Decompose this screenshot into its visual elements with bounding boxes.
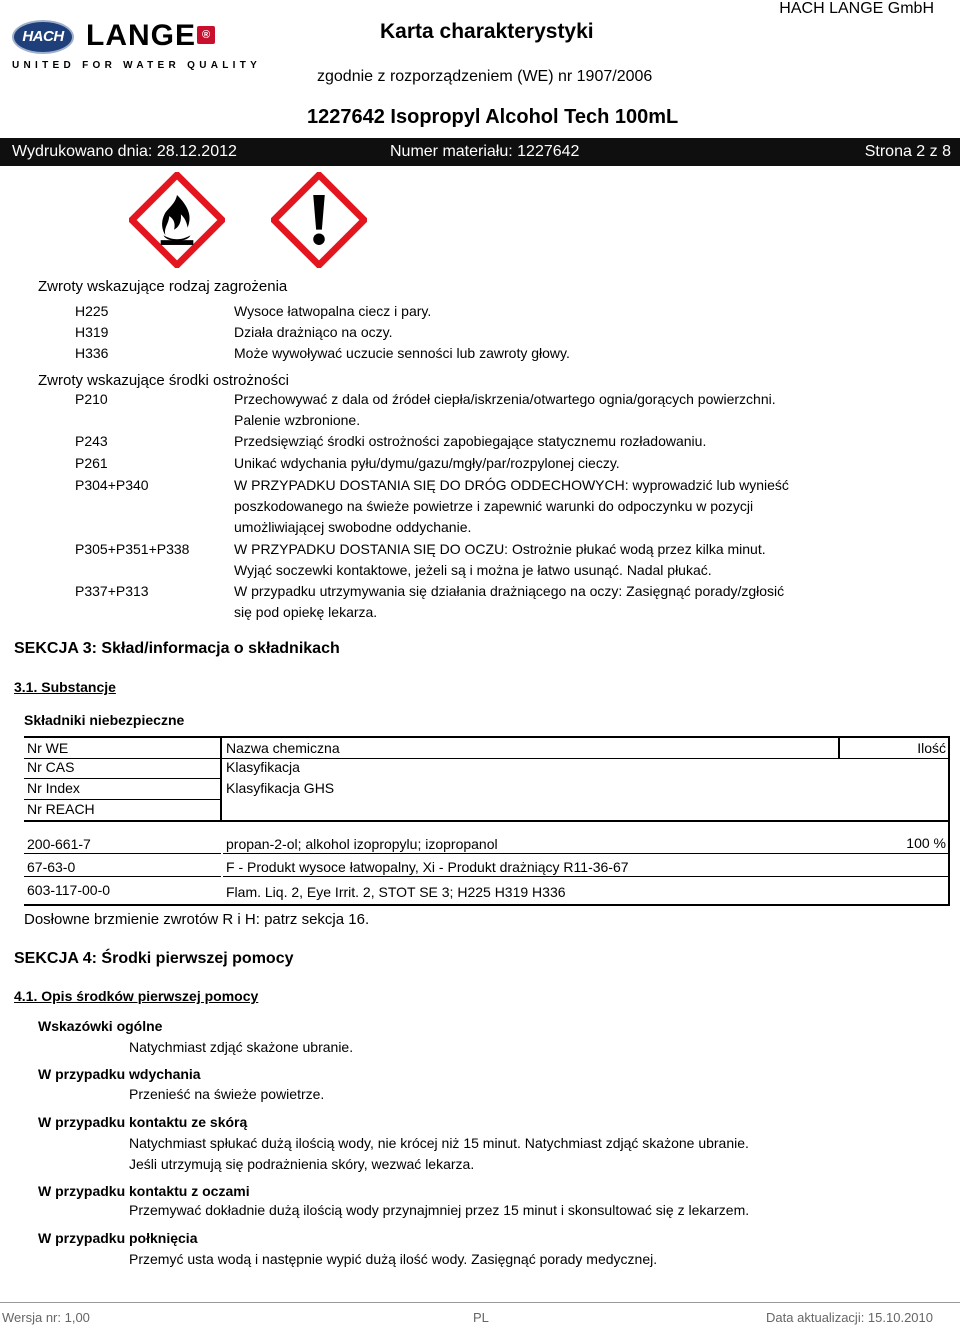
document-title: Karta charakterystyki [380, 20, 594, 43]
substance-info: propan-2-ol; alkohol izopropylu; izopropanol [226, 836, 498, 852]
flame-icon [129, 172, 225, 268]
precaution-text: Przechowywać z dala od źródeł ciepła/iskrzenia/otwartego ognia/gorących powierzchni. [234, 391, 776, 407]
substance-info: Flam. Liq. 2, Eye Irrit. 2, STOT SE 3; H225 H319 H336 [226, 884, 566, 900]
hazard-text: Wysoce łatwopalna ciecz i pary. [234, 303, 432, 319]
precaution-code: P243 [75, 433, 108, 449]
precaution-text: umożliwiającej swobodne oddychanie. [234, 519, 472, 535]
first-aid-text: Natychmiast zdjąć skażone ubranie. [129, 1039, 354, 1055]
section-3-1-subtitle: 3.1. Substancje [14, 679, 116, 695]
page-number: Strona 2 z 8 [864, 143, 951, 160]
hazard-text: Może wywoływać uczucie senności lub zawroty głowy. [234, 345, 570, 361]
first-aid-text: Przenieść na świeże powietrze. [129, 1086, 325, 1102]
print-date: Wydrukowano dnia: 28.12.2012 [12, 143, 237, 160]
table-header-cell: Nr Index [27, 780, 80, 796]
update-date: Data aktualizacji: 15.10.2010 [766, 1310, 933, 1325]
regulation-text: zgodnie z rozporządzeniem (WE) nr 1907/2006 [317, 68, 653, 85]
first-aid-heading: Wskazówki ogólne [38, 1018, 163, 1034]
table-header-cell: Nr CAS [27, 759, 75, 775]
table-rule [24, 853, 221, 854]
table-col-divider [220, 736, 222, 822]
first-aid-heading: W przypadku kontaktu z oczami [38, 1183, 250, 1199]
version-number: Wersja nr: 1,00 [2, 1310, 90, 1325]
table-rule [24, 778, 220, 779]
precaution-text: poszkodowanego na świeże powietrze i zapewnić warunki do odpoczynku w pozycji [234, 498, 754, 514]
first-aid-heading: W przypadku kontaktu ze skórą [38, 1114, 248, 1130]
substance-id: 603-117-00-0 [27, 882, 111, 898]
lange-logo-text: LANGE [86, 19, 196, 52]
section-4-1-subtitle: 4.1. Opis środków pierwszej pomocy [14, 988, 259, 1004]
precaution-text: Wyjąć soczewki kontaktowe, jeżeli są i można je łatwo usunąć. Nadal płukać. [234, 562, 712, 578]
logo-tagline: UNITED FOR WATER QUALITY [12, 60, 262, 71]
substance-id: 67-63-0 [27, 859, 76, 875]
precaution-text: Przedsięwziąć środki ostrożności zapobiegające statycznemu rozładowaniu. [234, 433, 707, 449]
precaution-text: W PRZYPADKU DOSTANIA SIĘ DO DRÓG ODDECHOWYCH: wyprowadzić lub wynieść [234, 477, 789, 493]
first-aid-text: Przemyć usta wodą i następnie wypić dużą ilość wody. Zasięgnąć porady medycznej. [129, 1251, 658, 1267]
section-4-title: SEKCJA 4: Środki pierwszej pomocy [14, 950, 294, 967]
hazard-code: H336 [75, 345, 109, 361]
footer-rule [0, 1302, 960, 1303]
precaution-text: Unikać wdychania pyłu/dymu/gazu/mgły/par/rozpylonej cieczy. [234, 455, 620, 471]
first-aid-text: Jeśli utrzymują się podrażnienia skóry, wezwać lekarza. [129, 1156, 475, 1172]
table-header-cell: Nr REACH [27, 801, 95, 817]
precaution-code: P337+P313 [75, 583, 149, 599]
product-title: 1227642 Isopropyl Alcohol Tech 100mL [307, 106, 679, 128]
hazard-code: H225 [75, 303, 109, 319]
first-aid-text: Przemywać dokładnie dużą ilością wody przynajmniej przez 15 minut i skonsultować się z lekarzem. [129, 1202, 750, 1218]
first-aid-heading: W przypadku wdychania [38, 1066, 201, 1082]
table-rule [24, 876, 221, 877]
precaution-code: P261 [75, 455, 108, 471]
table-heading: Składniki niebezpieczne [24, 712, 185, 728]
table-rule [24, 799, 220, 800]
substance-id: 200-661-7 [27, 836, 91, 852]
table-header-cell: Klasyfikacja GHS [226, 780, 335, 796]
hach-logo-mark: HACH [12, 20, 74, 54]
table-header-bottom-rule [24, 820, 950, 822]
header-info-bar [0, 138, 960, 166]
material-number: Numer materiału: 1227642 [390, 143, 580, 160]
table-rule [223, 876, 950, 877]
first-aid-heading: W przypadku połknięcia [38, 1230, 198, 1246]
hazard-heading: Zwroty wskazujące rodzaj zagrożenia [38, 278, 288, 295]
substance-info: F - Produkt wysoce łatwopalny, Xi - Produkt drażniący R11-36-67 [226, 859, 629, 875]
precaution-code: P304+P340 [75, 477, 149, 493]
precaution-text: się pod opiekę lekarza. [234, 604, 378, 620]
table-rule [24, 758, 950, 759]
table-col-divider [838, 736, 840, 758]
hazard-code: H319 [75, 324, 109, 340]
substance-amount: 100 % [906, 835, 946, 851]
exclamation-mark-icon [271, 172, 367, 268]
table-top-rule [24, 736, 950, 738]
table-header-cell: Nr WE [27, 740, 69, 756]
company-name: HACH LANGE GmbH [779, 0, 934, 17]
table-right-border [948, 822, 950, 906]
precaution-heading: Zwroty wskazujące środki ostrożności [38, 372, 289, 389]
table-header-cell: Ilość [917, 740, 946, 756]
table-rule [223, 853, 950, 854]
precaution-text: Palenie wzbronione. [234, 412, 361, 428]
table-right-border [948, 736, 950, 822]
precaution-code: P210 [75, 391, 108, 407]
table-header-cell: Nazwa chemiczna [226, 740, 340, 756]
precaution-text: W PRZYPADKU DOSTANIA SIĘ DO OCZU: Ostrożnie płukać wodą przez kilka minut. [234, 541, 766, 557]
first-aid-text: Natychmiast spłukać dużą ilością wody, nie krócej niż 15 minut. Natychmiast zdjąć skażone ubranie. [129, 1135, 749, 1151]
language-code: PL [473, 1310, 489, 1325]
precaution-text: W przypadku utrzymywania się działania drażniącego na oczy: Zasięgnąć porady/zgłosić [234, 583, 785, 599]
registered-mark-icon: ® [197, 26, 215, 44]
table-bottom-rule [24, 904, 950, 906]
r-h-phrases-note: Dosłowne brzmienie zwrotów R i H: patrz sekcja 16. [24, 911, 370, 928]
hazard-text: Działa drażniąco na oczy. [234, 324, 393, 340]
precaution-code: P305+P351+P338 [75, 541, 190, 557]
section-3-title: SEKCJA 3: Skład/informacja o składnikach [14, 640, 340, 657]
table-header-cell: Klasyfikacja [226, 759, 300, 775]
